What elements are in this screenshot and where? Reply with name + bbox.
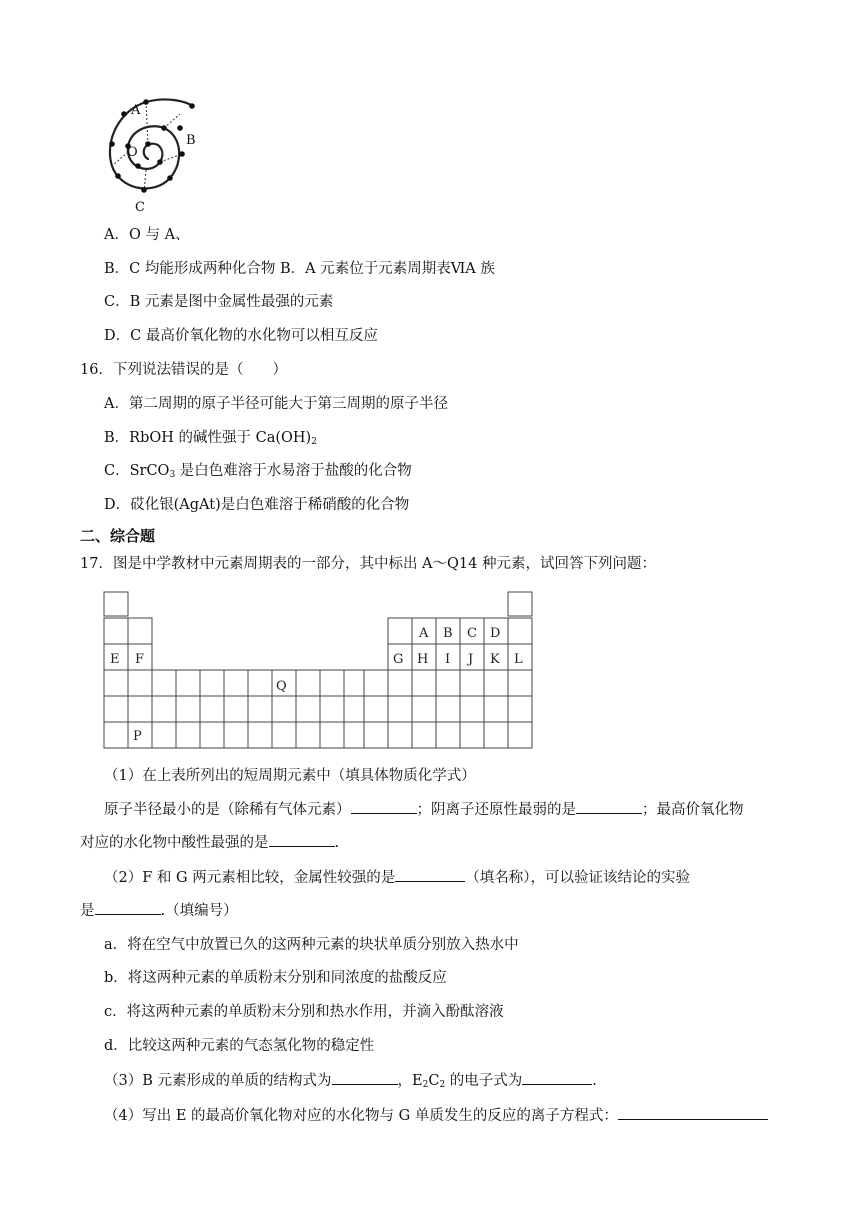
element-label-f: F (135, 652, 145, 667)
q17-part2-line1: （2）F 和 G 两元素相比较，金属性较强的是 （填名称），可以验证该结论的实验 (104, 867, 690, 888)
answer-blank[interactable] (351, 799, 417, 814)
element-label-q: Q (276, 679, 287, 694)
answer-blank[interactable] (522, 1070, 592, 1085)
answer-blank[interactable] (618, 1105, 768, 1120)
q17-stem: 17．图是中学教材中元素周期表的一部分，其中标出 A～Q14 种元素，试回答下列问题： (80, 556, 656, 572)
spiral-label-o: O (127, 145, 138, 160)
spiral-dot (143, 99, 149, 105)
element-label-h: H (417, 652, 429, 667)
spiral-periodic-diagram (98, 84, 210, 214)
table-region (104, 670, 532, 748)
spiral-dot (157, 159, 163, 165)
q17-part3: （3）B 元素形成的单质的结构式为 ，$E_2C_2$ 的电子式为 . (104, 1070, 597, 1095)
answer-blank[interactable] (395, 867, 465, 882)
q17-option-a: a．将在空气中放置已久的这两种元素的块状单质分别放入热水中 (104, 937, 519, 953)
spiral-dashed-line (146, 102, 148, 144)
element-label-a: A (419, 626, 429, 641)
q17-part1-line1: 原子半径最小的是（除稀有气体元素） ；阴离子还原性最弱的是 ；最高价氧化物 (104, 799, 744, 820)
periodic-table-grid (102, 590, 534, 752)
spiral-label-b: B (186, 133, 196, 148)
spiral-dot (179, 151, 185, 157)
spiral-dot (135, 163, 141, 169)
element-label-c: C (467, 626, 477, 641)
table-cell (104, 592, 128, 616)
q16-option-a: A．第二周期的原子半径可能大于第三周期的原子半径 (104, 396, 448, 412)
spiral-dashed-line (112, 152, 128, 166)
spiral-dot (145, 141, 151, 147)
element-label-l: L (514, 652, 523, 667)
spiral-label-a: A (131, 103, 141, 118)
element-label-e: E (110, 652, 120, 667)
table-cell (128, 618, 152, 644)
spiral-dot (167, 175, 173, 181)
q17-option-d: d．比较这两种元素的气态氢化物的稳定性 (104, 1038, 375, 1054)
q17-part2-line2: 是 .（填编号） (80, 900, 238, 921)
q16-option-b: B．RbOH 的碱性强于 $Ca(OH)_2$ (104, 430, 317, 447)
section-heading: 二、综合题 (80, 527, 156, 545)
element-label-i: I (445, 652, 451, 667)
spiral-dot (121, 111, 127, 117)
spiral-label-c: C (135, 200, 145, 214)
table-cell (508, 618, 532, 644)
spiral-dot (161, 125, 167, 131)
spiral-dot (177, 125, 183, 131)
q16-option-c: C．SrCO$_3$ 是白色难溶于水易溶于盐酸的化合物 (104, 463, 412, 480)
q16-stem: 16．下列说法错误的是（ ） (80, 362, 287, 378)
table-cell (104, 618, 128, 644)
element-label-b: B (443, 626, 453, 641)
q17-option-b: b．将这两种元素的单质粉末分别和同浓度的盐酸反应 (104, 970, 447, 986)
table-cell (508, 592, 532, 616)
q15-option-a: A．O 与 A、 (104, 227, 190, 243)
answer-blank[interactable] (576, 799, 642, 814)
q17-part1-line2: 对应的水化物中酸性最强的是 . (80, 832, 339, 853)
q17-option-c: c．将这两种元素的单质粉末分别和热水作用，并滴入酚酞溶液 (104, 1004, 504, 1020)
q15-option-c: C．B 元素是图中金属性最强的元素 (104, 294, 334, 310)
q17-part1-title: （1）在上表所列出的短周期元素中（填具体物质化学式） (104, 768, 476, 784)
spiral-dot (109, 141, 115, 147)
element-label-j: J (468, 652, 474, 667)
answer-blank[interactable] (269, 832, 335, 847)
element-label-d: D (490, 626, 501, 641)
element-label-p: P (133, 729, 142, 744)
q17-part4: （4）写出 E 的最高价氧化物对应的水化物与 G 单质发生的反应的离子方程式： (104, 1105, 768, 1126)
element-label-k: K (490, 652, 500, 667)
spiral-dot (115, 173, 121, 179)
spiral-dashed-line (164, 114, 180, 128)
q15-option-b: B．C 均能形成两种化合物 B．A 元素位于元素周期表ⅥA 族 (104, 261, 495, 277)
answer-blank[interactable] (95, 900, 161, 915)
q15-option-d: D．C 最高价氧化物的水化物可以相互反应 (104, 328, 378, 344)
element-label-g: G (393, 652, 404, 667)
table-cell (388, 618, 412, 644)
q16-option-d: D．砹化银(AgAt)是白色难溶于稀硝酸的化合物 (104, 497, 410, 513)
spiral-dot (141, 187, 147, 193)
answer-blank[interactable] (332, 1070, 398, 1085)
spiral-dot (189, 103, 195, 109)
